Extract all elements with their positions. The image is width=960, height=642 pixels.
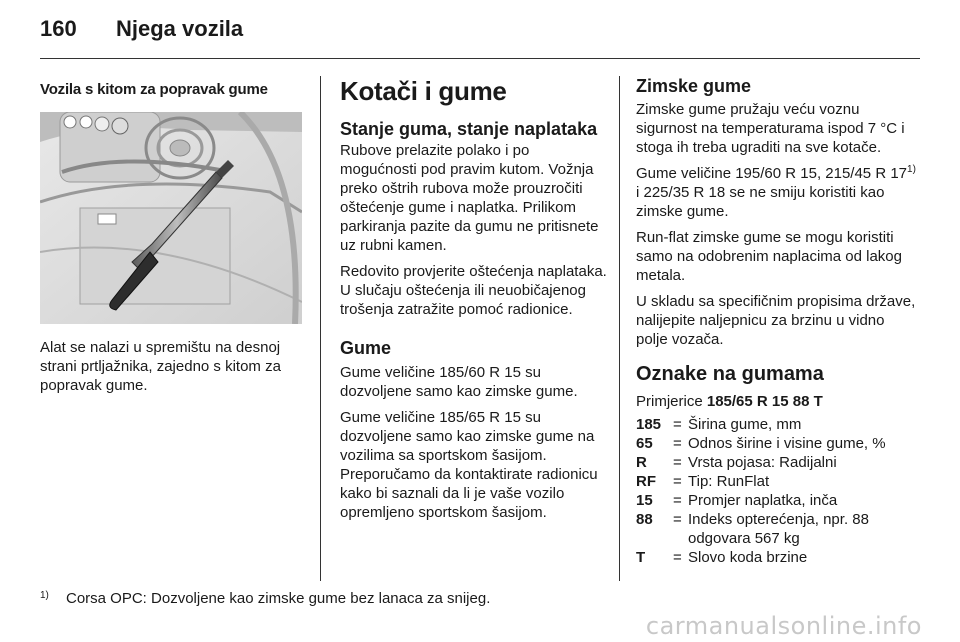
footnote-text: Corsa OPC: Dozvoljene kao zimske gume bez lanaca za snijeg.: [66, 590, 491, 607]
figure-caption: Alat se nalazi u spremištu na desnoj strani prtljažnika, zajedno s kitom za popravak gume.: [40, 339, 281, 394]
section-heading-tyre-markings: Oznake na gumama: [636, 363, 824, 385]
code-description: Tip: RunFlat: [688, 473, 770, 490]
marking-code-row: [636, 472, 916, 491]
column-left: [40, 76, 302, 395]
code-description: Širina gume, mm: [688, 416, 802, 433]
marking-example: [636, 392, 916, 411]
paragraph: Redovito provjerite oštećenja naplataka. U slučaju oštećenja ili neuobičajenog trošenja zatražite pomoć radionice.: [340, 263, 607, 318]
section-heading-tyres: Gume: [340, 338, 392, 358]
code-key: 88: [636, 511, 653, 528]
text-run: i 225/35 R 18 se ne smiju koristiti kao zimske gume.: [636, 184, 885, 220]
footnote-mark: 1): [40, 590, 49, 601]
code-key: RF: [636, 473, 656, 490]
marking-code-row: [636, 434, 916, 453]
code-equals: =: [673, 454, 682, 471]
code-key: 15: [636, 492, 653, 509]
code-key: T: [636, 549, 646, 566]
code-equals: =: [673, 473, 682, 490]
chapter-title: Kotači i gume: [340, 76, 507, 106]
footnote: [40, 590, 490, 607]
marking-code-row: [636, 491, 916, 510]
column-divider-1: [320, 76, 321, 581]
column-right: [636, 76, 916, 567]
paragraph: Zimske gume pružaju veću voznu sigurnost na temperaturama ispod 7 °C i stoga ih treba ugraditi na sve kotače.: [636, 101, 905, 156]
page-header: [40, 16, 243, 48]
column-middle: [340, 76, 610, 529]
code-key: R: [636, 454, 647, 471]
example-prefix: Primjerice: [636, 393, 703, 410]
header-divider: [40, 58, 920, 59]
paragraph: Gume veličine 185/65 R 15 su dozvoljene samo kao zimske gume na vozilima sa sportskom šasijom. Preporučamo da kontaktirate radionicu kako bi saznali da li je vaše vozilo opremljeno sportskom šasijom.: [340, 409, 598, 521]
trunk-storage-image: [40, 112, 302, 324]
paragraph: Run-flat zimske gume se mogu koristiti samo na odobrenim naplacima od lakog metala.: [636, 229, 902, 284]
code-description: Vrsta pojasa: Radijalni: [688, 454, 837, 471]
page-title: Njega vozila: [116, 16, 244, 41]
code-equals: =: [673, 549, 682, 566]
code-key: 185: [636, 416, 662, 433]
marking-code-row: [636, 415, 916, 434]
page-number: 160: [40, 16, 77, 41]
marking-code-row: [636, 548, 916, 567]
code-equals: =: [673, 416, 682, 433]
marking-code-row: [636, 453, 916, 472]
code-equals: =: [673, 511, 682, 528]
text-run: Gume veličine 195/60 R 15, 215/45 R 17: [636, 165, 908, 182]
section-heading-repair-kit: Vozila s kitom za popravak gume: [40, 81, 268, 98]
footnote-reference: 1): [907, 164, 916, 175]
code-equals: =: [673, 492, 682, 509]
paragraph-with-footnote: [636, 164, 916, 221]
paragraph: U skladu sa specifičnim propisima države, nalijepite naljepnicu za brzinu u vidno polje vozača.: [636, 293, 916, 348]
marking-codes-table: [636, 415, 916, 567]
code-description: Promjer naplatka, inča: [688, 492, 838, 509]
section-heading-condition: Stanje guma, stanje naplataka: [340, 119, 598, 139]
watermark: carmanualsonline.info: [645, 612, 922, 640]
column-divider-2: [619, 76, 620, 581]
code-description: Slovo koda brzine: [688, 549, 808, 566]
paragraph: Gume veličine 185/60 R 15 su dozvoljene samo kao zimske gume.: [340, 364, 578, 400]
paragraph: Rubove prelazite polako i po mogućnosti pod pravim kutom. Vožnja preko oštrih rubova može prouzročiti oštećenje gume i naplatka. Prilikom parkiranja pazite da gumu ne pritisnete uz rubni kamen.: [340, 142, 599, 254]
code-description: Odnos širine i visine gume, %: [688, 435, 886, 452]
trunk-tool-illustration: [40, 112, 302, 324]
section-heading-winter-tyres: Zimske gume: [636, 76, 752, 96]
marking-code-row: [636, 510, 916, 548]
code-key: 65: [636, 435, 653, 452]
code-description: Indeks opterećenja, npr. 88 odgovara 567 kg: [688, 511, 869, 547]
code-equals: =: [673, 435, 682, 452]
example-code: 185/65 R 15 88 T: [706, 393, 823, 410]
